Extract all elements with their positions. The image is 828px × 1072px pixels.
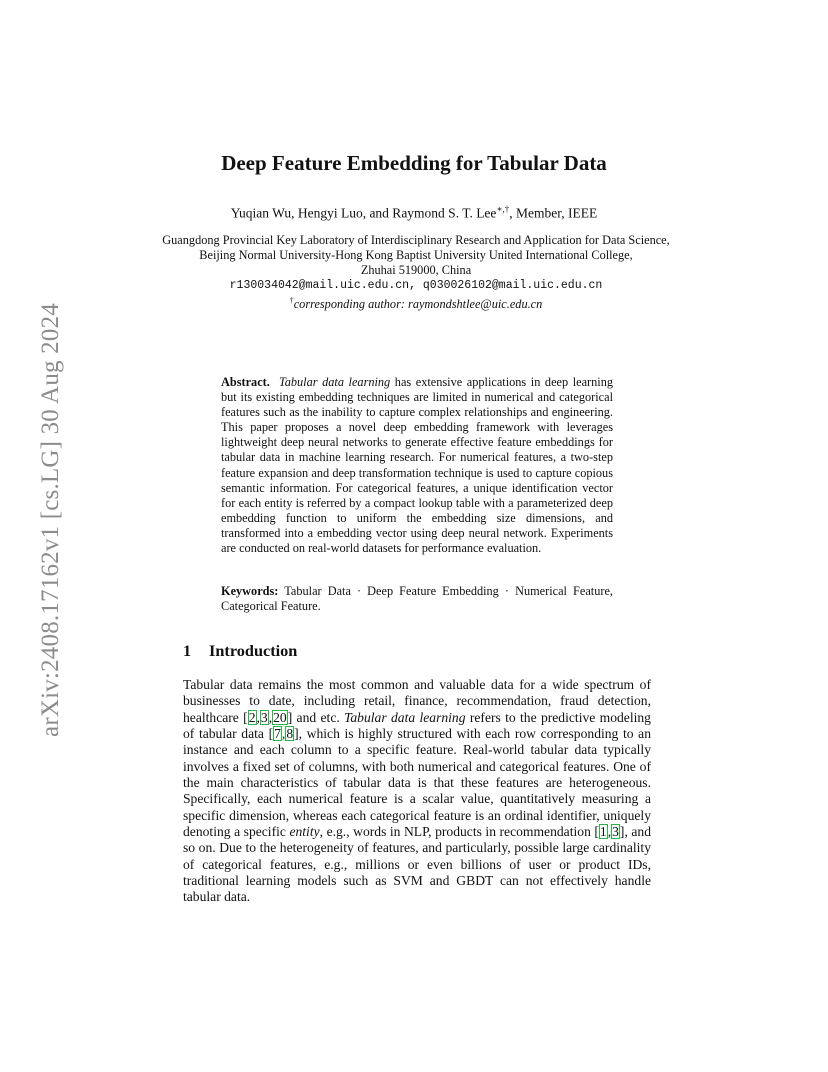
affiliation-line-3: Zhuhai 519000, China [360,263,472,277]
intro-text: ], and so on. Due to the heterogeneity of features, and particularly, possible large cardinality of categorical features, e.g., millions or even billions of user or product IDs, traditional learning models such as SVM and GBDT can not effectively handle tabular data. [183,824,651,905]
author-line [0,204,828,222]
keywords [221,584,613,614]
citation-link[interactable]: 2 [248,709,256,725]
citation-link[interactable]: 3 [612,824,619,840]
affiliation-line-1: Guangdong Provincial Key Laboratory of Interdisciplinary Research and Application for Data Science, [162,233,670,247]
section-title: Introduction [209,641,298,660]
arxiv-identifier: arXiv:2408.17162v1 [cs.LG] 30 Aug 2024 [37,303,64,737]
intro-text: ] and etc. [287,709,345,725]
intro-text: ], which is highly structured with each row corresponding to an instance and each column to a specific feature. Real-world tabular data typically involves a fixed set of columns, with both numerical and categorical features. One of the main characteristics of tabular data is that these features are heterogeneous. Specifically, each numerical feature is a scalar value, quantitatively measuring a specific dimension, whereas each categorical feature is an ordinal identifier, uniquely denoting a specific [183,726,652,840]
citation-link[interactable]: 1 [599,824,607,840]
author-marks: ∗,† [496,204,510,214]
paper-title: Deep Feature Embedding for Tabular Data [221,151,607,175]
section-heading [183,641,297,661]
abstract-text: has extensive applications in deep learning but its existing embedding techniques are limited in numerical and categorical features such as the inability to capture complex relationships and engineering. This paper proposes a novel deep embedding framework with leverages lightweight deep neural networks to generate effective feature embeddings for tabular data in machine learning research. For numerical features, a two-step feature expansion and deep transformation technique is used to capture copious semantic information. For categorical features, a unique identification vector for each entity is referred by a compact lookup table with a parameterized deep embedding function to uniform the embedding size dimensions, and transformed into a embedding vector using deep neural network. Experiments are conducted on real-world datasets for performance evaluation. [221,375,614,556]
intro-emphasis: Tabular data learning [344,709,466,725]
affiliation-line-2: Beijing Normal University-Hong Kong Baptist University United International College, [199,248,633,262]
abstract-lead: Tabular data learning [279,375,391,389]
abstract [221,375,613,556]
keywords-label: Keywords: [221,584,279,598]
introduction-paragraph: Tabular data remains the most common and valuable data for a wide spectrum of businesses to date, including retail, finance, recommendation, fraud detection, healthcare [2,3,20] and etc. Tabular data learning refers to the predictive modeling of tabular data [7,8], which is highly structured with each row corresponding to an instance and each column to a specific feature. Real-world tabular data typically involves a fixed set of columns, with both numerical and categorical features. One of the main characteristics of tabular data is that these features are heterogeneous. Specifically, each numerical feature is a scalar value, quantitatively measuring a specific dimension, whereas each categorical feature is an ordinal identifier, uniquely denoting a specific entity, e.g., words in NLP, products in recommendation [1,3], and so on. Due to the heterogeneity of features, and particularly, possible large cardinality of categorical features, e.g., millions or even billions of user or product IDs, traditional learning models such as SVM and GBDT can not effectively handle tabular data. [183,677,652,905]
intro-emphasis: entity [289,824,320,840]
corresponding-author: corresponding author: raymondshtlee@uic.edu.cn [293,297,543,312]
citation-link[interactable]: 7 [274,726,281,742]
citation-link[interactable]: 20 [273,709,287,725]
author-suffix: , Member, IEEE [509,205,598,221]
citation-link[interactable]: 3 [260,709,268,725]
intro-text: , e.g., words in NLP, products in recommendation [ [319,824,599,840]
intro-text: refers to the predictive modeling of tabular data [ [183,709,651,742]
citation-link[interactable]: 8 [286,726,294,742]
abstract-label: Abstract. [221,375,270,389]
corresponding-author-line [150,293,682,312]
author-emails[interactable]: r130034042@mail.uic.edu.cn, q030026102@mail.uic.edu.cn [229,279,603,292]
section-number: 1 [183,641,192,660]
author-names: Yuqian Wu, Hengyi Luo, and Raymond S. T. Lee [230,205,497,221]
affiliation-block [150,233,682,312]
keywords-text: Tabular Data · Deep Feature Embedding · Numerical Feature, Categorical Feature. [221,584,613,614]
intro-text: Tabular data remains the most common and valuable data for a wide spectrum of businesses to date, including retail, finance, recommendation, fraud detection, healthcare [ [183,677,651,725]
corresponding-mark: † [289,296,294,305]
